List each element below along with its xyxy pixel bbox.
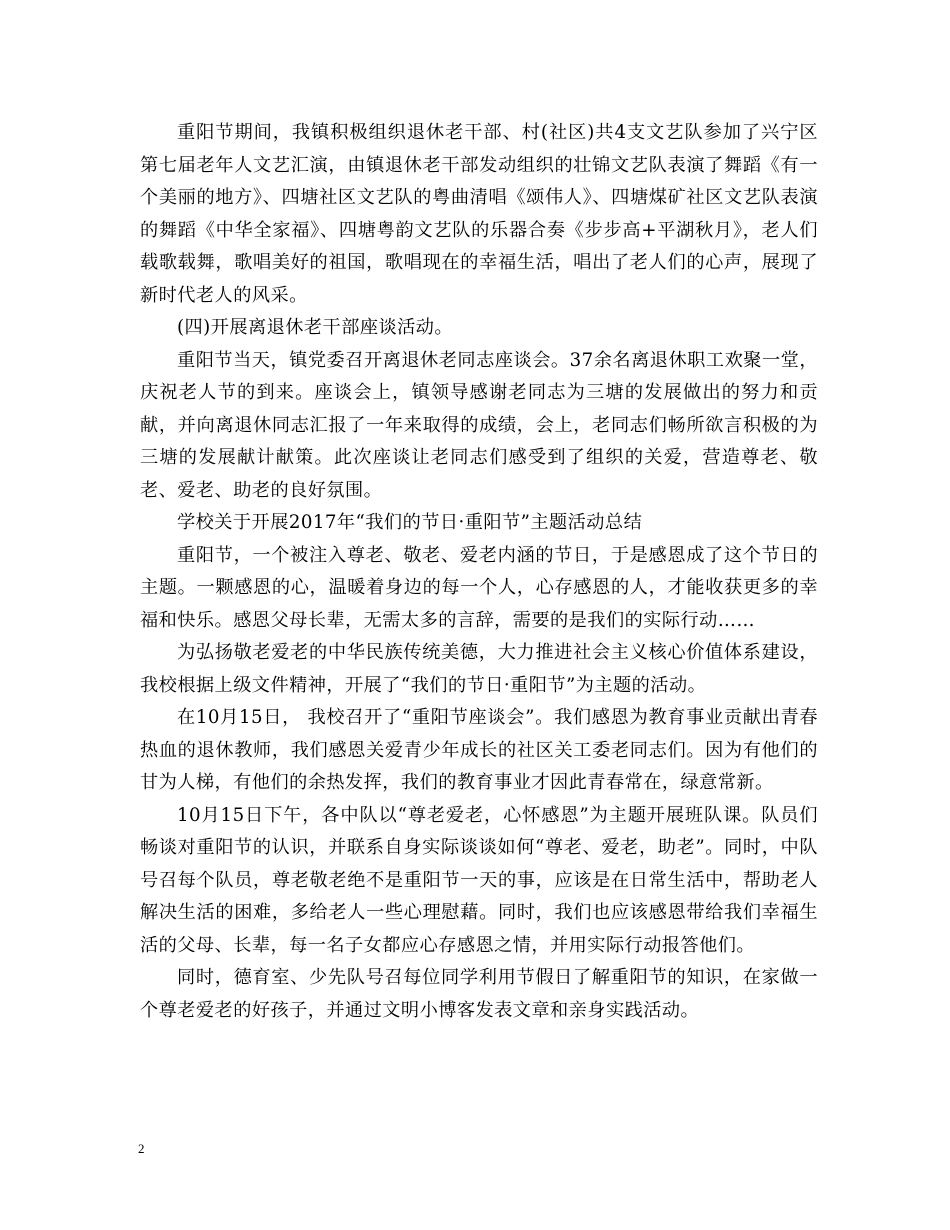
paragraph-purpose: 为弘扬敬老爱老的中华民族传统美德，大力推进社会主义核心价值体系建设，我校根据上级文件精神，开展了“我们的节日·重阳节”为主题的活动。: [140, 642, 818, 696]
paragraph-school-title: 学校关于开展2017年“我们的节日·重阳节”主题活动总结: [177, 512, 643, 533]
paragraph-class-activity: 10月15日下午，各中队以“尊老爱老，心怀感恩”为主题开展班队课。队员们畅谈对重阳节的认识，并联系自身实际谈谈如何“尊老、爱老，助老”。同时，中队号召每个队员，尊老敬老绝不是重阳节一天的事，应该是在日常生活中，帮助老人解决生活的困难，多给老人一些心理慰藉。同时，我们也应该感恩带给我们幸福生活的父母、长辈，每一名子女都应心存感恩之情，并用实际行动报答他们。: [140, 804, 818, 956]
paragraph-holiday-activity: 同时，德育室、少先队号召每位同学利用节假日了解重阳节的知识，在家做一个尊老爱老的好孩子，并通过文明小博客发表文章和亲身实践活动。: [140, 967, 818, 1021]
paragraph-forum: 重阳节当天，镇党委召开离退休老同志座谈会。37余名离退休职工欢聚一堂，庆祝老人节的到来。座谈会上，镇领导感谢老同志为三塘的发展做出的努力和贡献，并向离退休同志汇报了一年来取得的成绩，会上，老同志们畅所欲言积极的为三塘的发展献计献策。此次座谈让老同志们感受到了组织的关爱，营造尊老、敬老、爱老、助老的良好氛围。: [140, 349, 818, 501]
paragraph-intro: 重阳节，一个被注入尊老、敬老、爱老内涵的节日，于是感恩成了这个节日的主题。一颗感恩的心，温暖着身边的每一个人，心存感恩的人，才能收获更多的幸福和快乐。感恩父母长辈，无需太多的言辞，需要的是我们的实际行动……: [140, 544, 818, 631]
paragraph-performance: 重阳节期间，我镇积极组织退休老干部、村(社区)共4支文艺队参加了兴宁区第七届老年人文艺汇演，由镇退休老干部发动组织的壮锦文艺队表演了舞蹈《有一个美丽的地方》、四塘社区文艺队的粤曲清唱《颂伟人》、四塘煤矿社区文艺队表演的舞蹈《中华全家福》、四塘粤韵文艺队的乐器合奏《步步高+平湖秋月》，老人们载歌载舞，歌唱美好的祖国，歌唱现在的幸福生活，唱出了老人们的心声，展现了新时代老人的风采。: [140, 122, 818, 306]
page-number: 2: [138, 1141, 145, 1156]
document-body: [140, 117, 818, 1027]
paragraph-heading-forum: (四)开展离退休老干部座谈活动。: [177, 317, 454, 338]
paragraph-meeting: 在10月15日， 我校召开了“重阳节座谈会”。我们感恩为教育事业贡献出青春热血的退休教师，我们感恩关爱青少年成长的社区关工委老同志们。因为有他们的甘为人梯，有他们的余热发挥，我们的教育事业才因此青春常在，绿意常新。: [140, 707, 818, 793]
